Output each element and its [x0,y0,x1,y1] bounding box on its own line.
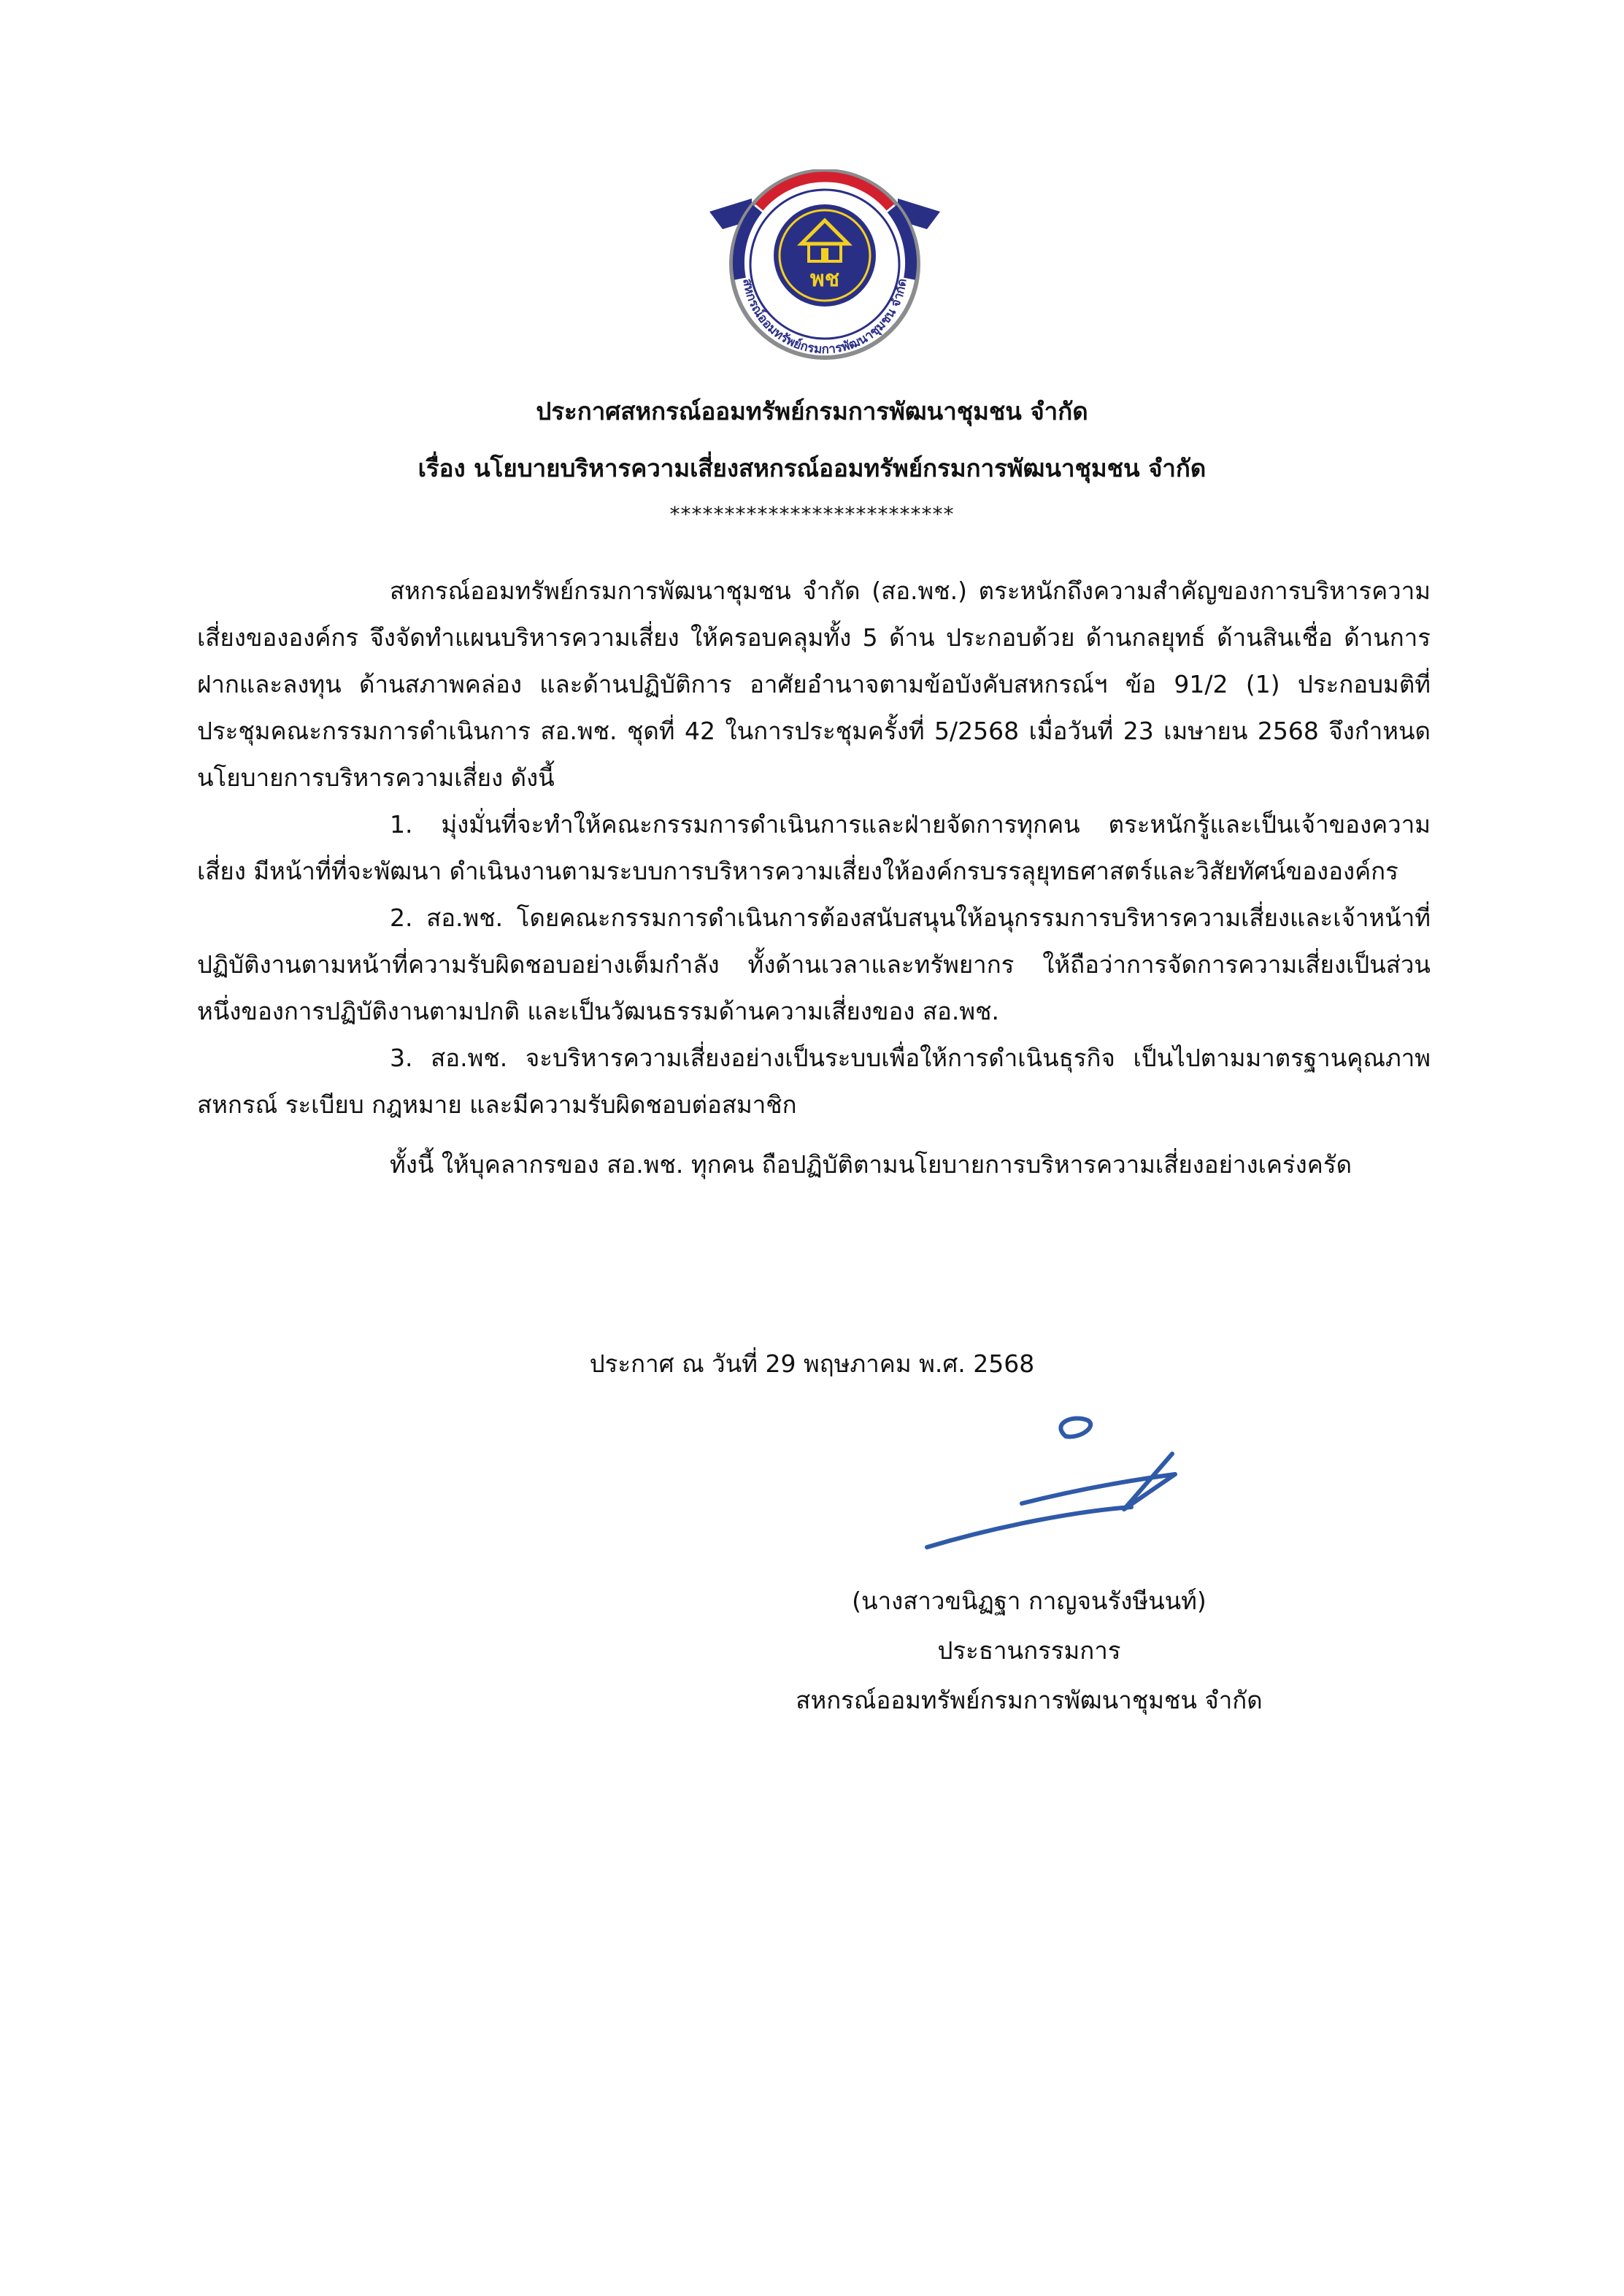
logo-ring-text: สหกรณ์ออมทรัพย์กรมการพัฒนาชุมชน จำกัด [739,277,910,358]
signature [912,1401,1204,1562]
announcement-body [197,568,1431,1188]
announcement-title: ประกาศสหกรณ์ออมทรัพย์กรมการพัฒนาชุมชน จำกัด [536,397,1088,425]
signer-organization: สหกรณ์ออมทรัพย์กรมการพัฒนาชุมชน จำกัด [796,1686,1263,1714]
policy-item-3: 3. สอ.พช. จะบริหารความเสี่ยงอย่างเป็นระบบเพื่อให้การดำเนินธุรกิจ เป็นไปตามมาตรฐานคุณภาพสหกรณ์ ระเบียบ กฎหมาย และมีความรับผิดชอบต่อสมาชิก [197,1044,1431,1119]
announcement-date: ประกาศ ณ วันที่ 29 พฤษภาคม พ.ศ. 2568 [589,1349,1035,1378]
closing-paragraph: ทั้งนี้ ให้บุคลากรของ สอ.พช. ทุกคน ถือปฏิบัติตามนโยบายการบริหารความเสี่ยงอย่างเคร่งครัด [390,1150,1352,1179]
logo-emblem-text: พช [809,266,840,292]
policy-item-1: 1. มุ่งมั่นที่จะทำให้คณะกรรมการดำเนินการและฝ่ายจัดการทุกคน ตระหนักรู้และเป็นเจ้าของความเสี่ยง มีหน้าที่ที่จะพัฒนา ดำเนินงานตามระบบการบริหารความเสี่ยงให้องค์กรบรรลุยุทธศาสตร์และวิสัยทัศน์ขององค์กร [197,810,1431,885]
cooperative-logo [701,169,949,374]
intro-paragraph: สหกรณ์ออมทรัพย์กรมการพัฒนาชุมชน จำกัด (สอ.พช.) ตระหนักถึงความสำคัญของการบริหารความเสี่ยงขององค์กร จึงจัดทำแผนบริหารความเสี่ยง ให้ครอบคลุมทั้ง 5 ด้าน ประกอบด้วย ด้านกลยุทธ์ ด้านสินเชื่อ ด้านการฝากและลงทุน ด้านสภาพคล่อง และด้านปฏิบัติการ อาศัยอำนาจตามข้อบังคับสหกรณ์ฯ ข้อ 91/2 (1) ประกอบมติที่ประชุมคณะกรรมการดำเนินการ สอ.พช. ชุดที่ 42 ในการประชุมครั้งที่ 5/2568 เมื่อวันที่ 23 เมษายน 2568 จึงกำหนดนโยบายการบริหารความเสี่ยง ดังนี้ [197,577,1431,792]
policy-item-2: 2. สอ.พช. โดยคณะกรรมการดำเนินการต้องสนับสนุนให้อนุกรรมการบริหารความเสี่ยงและเจ้าหน้าที่ปฏิบัติงานตามหน้าที่ความรับผิดชอบอย่างเต็มกำลัง ทั้งด้านเวลาและทรัพยากร ให้ถือว่าการจัดการความเสี่ยงเป็นส่วนหนึ่งของการปฏิบัติงานตามปกติ และเป็นวัฒนธรรมด้านความเสี่ยงของ สอ.พช. [197,904,1431,1025]
signer-name: (นางสาวขนิฏฐา กาญจนรังษีนนท์) [852,1587,1207,1615]
title-separator: ************************** [669,502,955,526]
signer-position: ประธานกรรมการ [937,1636,1121,1665]
announcement-subject: เรื่อง นโยบายบริหารความเสี่ยงสหกรณ์ออมทรัพย์กรมการพัฒนาชุมชน จำกัด [417,454,1207,482]
signer-block [744,1576,1314,1725]
